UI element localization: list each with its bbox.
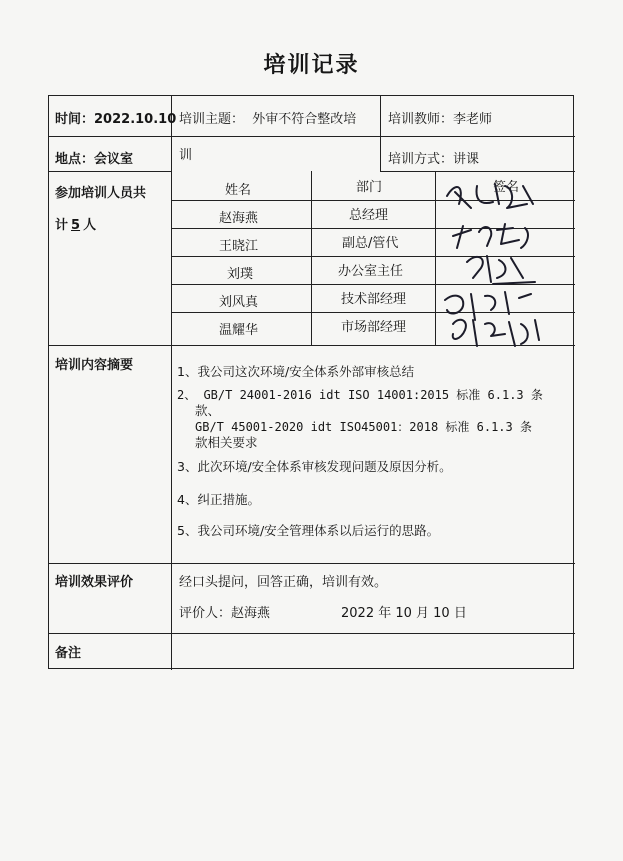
time-value: 2022.10.10 xyxy=(94,112,177,127)
column-header-name: 姓名 xyxy=(225,183,252,198)
time-label: 时间：2022.10.10 xyxy=(55,112,177,127)
participant-name: 王晓江 xyxy=(219,239,259,254)
evaluation-date: 2022 年 10 月 10 日 xyxy=(341,606,467,621)
summary-item: 5、我公司环境/安全管理体系以后运行的思路。 xyxy=(177,523,440,538)
column-divider xyxy=(435,171,436,345)
method-label: 培训方式：讲课 xyxy=(388,152,480,167)
column-divider xyxy=(311,171,312,345)
participant-dept: 市场部经理 xyxy=(341,320,407,335)
teacher-value: 李老师 xyxy=(453,112,493,127)
row-divider xyxy=(380,171,575,172)
evaluation-text: 经口头提问，回答正确，培训有效。 xyxy=(179,575,388,590)
participant-divider xyxy=(171,256,575,257)
topic-label: 培训主题： 外审不符合整改培 xyxy=(179,112,357,127)
column-divider xyxy=(171,96,172,633)
summary-item: 2、 GB/T 24001-2016 idt ISO 14001:2015 标准 6.1.3 条 xyxy=(177,388,543,402)
column-divider xyxy=(380,96,381,171)
row-divider xyxy=(49,345,575,346)
participant-divider xyxy=(171,312,575,313)
column-divider xyxy=(171,633,172,670)
evaluation-label: 培训效果评价 xyxy=(55,575,134,590)
row-divider xyxy=(49,563,575,564)
participant-name: 刘璞 xyxy=(227,267,254,282)
participant-name: 温耀华 xyxy=(219,323,259,338)
participants-count: 5 xyxy=(71,218,81,233)
signature-scribbles xyxy=(435,174,585,354)
participant-divider xyxy=(171,284,575,285)
participant-divider xyxy=(171,200,575,201)
location-label: 地点：会议室 xyxy=(55,152,134,167)
topic-value: 外审不符合整改培 xyxy=(252,112,357,127)
participant-dept: 办公室主任 xyxy=(338,264,404,279)
summary-item: 款相关要求 xyxy=(195,435,258,450)
participant-name: 刘风真 xyxy=(219,295,259,310)
remarks-label: 备注 xyxy=(55,646,82,661)
participant-dept: 技术部经理 xyxy=(341,292,407,307)
evaluator-line: 评价人：赵海燕 xyxy=(179,606,271,621)
column-header-dept: 部门 xyxy=(356,180,383,195)
participant-dept: 副总/管代 xyxy=(342,236,399,251)
evaluator-name: 赵海燕 xyxy=(231,606,271,621)
participant-divider xyxy=(171,228,575,229)
topic-value-continued: 训 xyxy=(179,148,193,163)
summary-item: 3、此次环境/安全体系审核发现问题及原因分析。 xyxy=(177,459,452,474)
summary-item: GB/T 45001-2020 idt ISO45001：2018 标准 6.1.3 条 xyxy=(195,420,532,434)
summary-item: 4、纠正措施。 xyxy=(177,492,260,507)
column-header-sign: 签名 xyxy=(493,180,520,195)
summary-item: 1、我公司这次环境/安全体系外部审核总结 xyxy=(177,364,415,379)
teacher-label: 培训教师：李老师 xyxy=(388,112,493,127)
participants-label: 参加培训人员共 xyxy=(55,186,147,201)
method-value: 讲课 xyxy=(453,152,480,167)
training-record-form xyxy=(48,95,574,669)
summary-item: 款、 xyxy=(195,403,221,418)
participants-count-label: 计 5 人 xyxy=(55,218,97,233)
participant-dept: 总经理 xyxy=(349,208,389,223)
row-divider xyxy=(49,171,171,172)
participant-name: 赵海燕 xyxy=(219,211,259,226)
location-value: 会议室 xyxy=(94,152,134,167)
page-title: 培训记录 xyxy=(263,53,360,78)
row-divider xyxy=(49,136,575,137)
row-divider xyxy=(49,633,575,634)
summary-label: 培训内容摘要 xyxy=(55,358,134,373)
